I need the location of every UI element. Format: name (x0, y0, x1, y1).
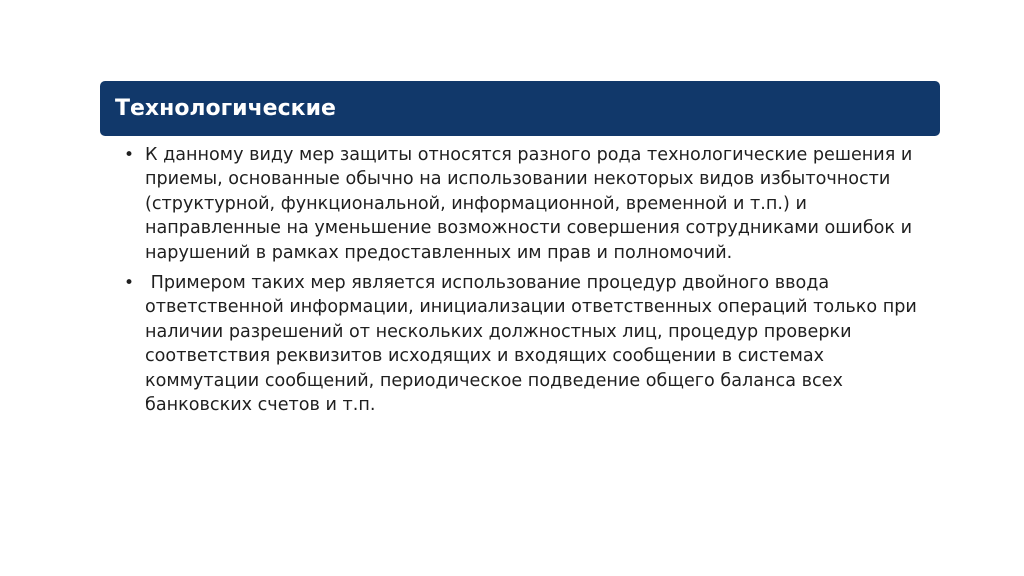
bullet-text: К данному виду мер защиты относятся разного рода технологические решения и приемы, основанные обычно на использовании некоторых видов избыточности (структурной, функциональной, информационной, временной и т.п.) и направленные на уменьшение возможности совершения сотрудниками ошибок и нарушений в рамках предоставленных им прав и полномочий. (145, 145, 913, 263)
title-bar (100, 81, 940, 136)
bullet-item (124, 143, 924, 265)
bullet-marker: • (124, 145, 135, 165)
bullet-marker: • (124, 273, 135, 294)
bullet-item (124, 271, 924, 417)
slide-title: Технологические (115, 96, 336, 121)
bullet-list (124, 143, 924, 423)
bullet-text: Примером таких мер является использование процедур двойного ввода ответственной информации, инициализации ответственных операций только при наличии разрешений от нескольких должностных лиц, процедур проверки соответствия реквизитов исходящих и входящих сообщении в системах коммутации сообщений, периодическое подведение общего баланса всех банковских счетов и т.п. (145, 273, 923, 416)
